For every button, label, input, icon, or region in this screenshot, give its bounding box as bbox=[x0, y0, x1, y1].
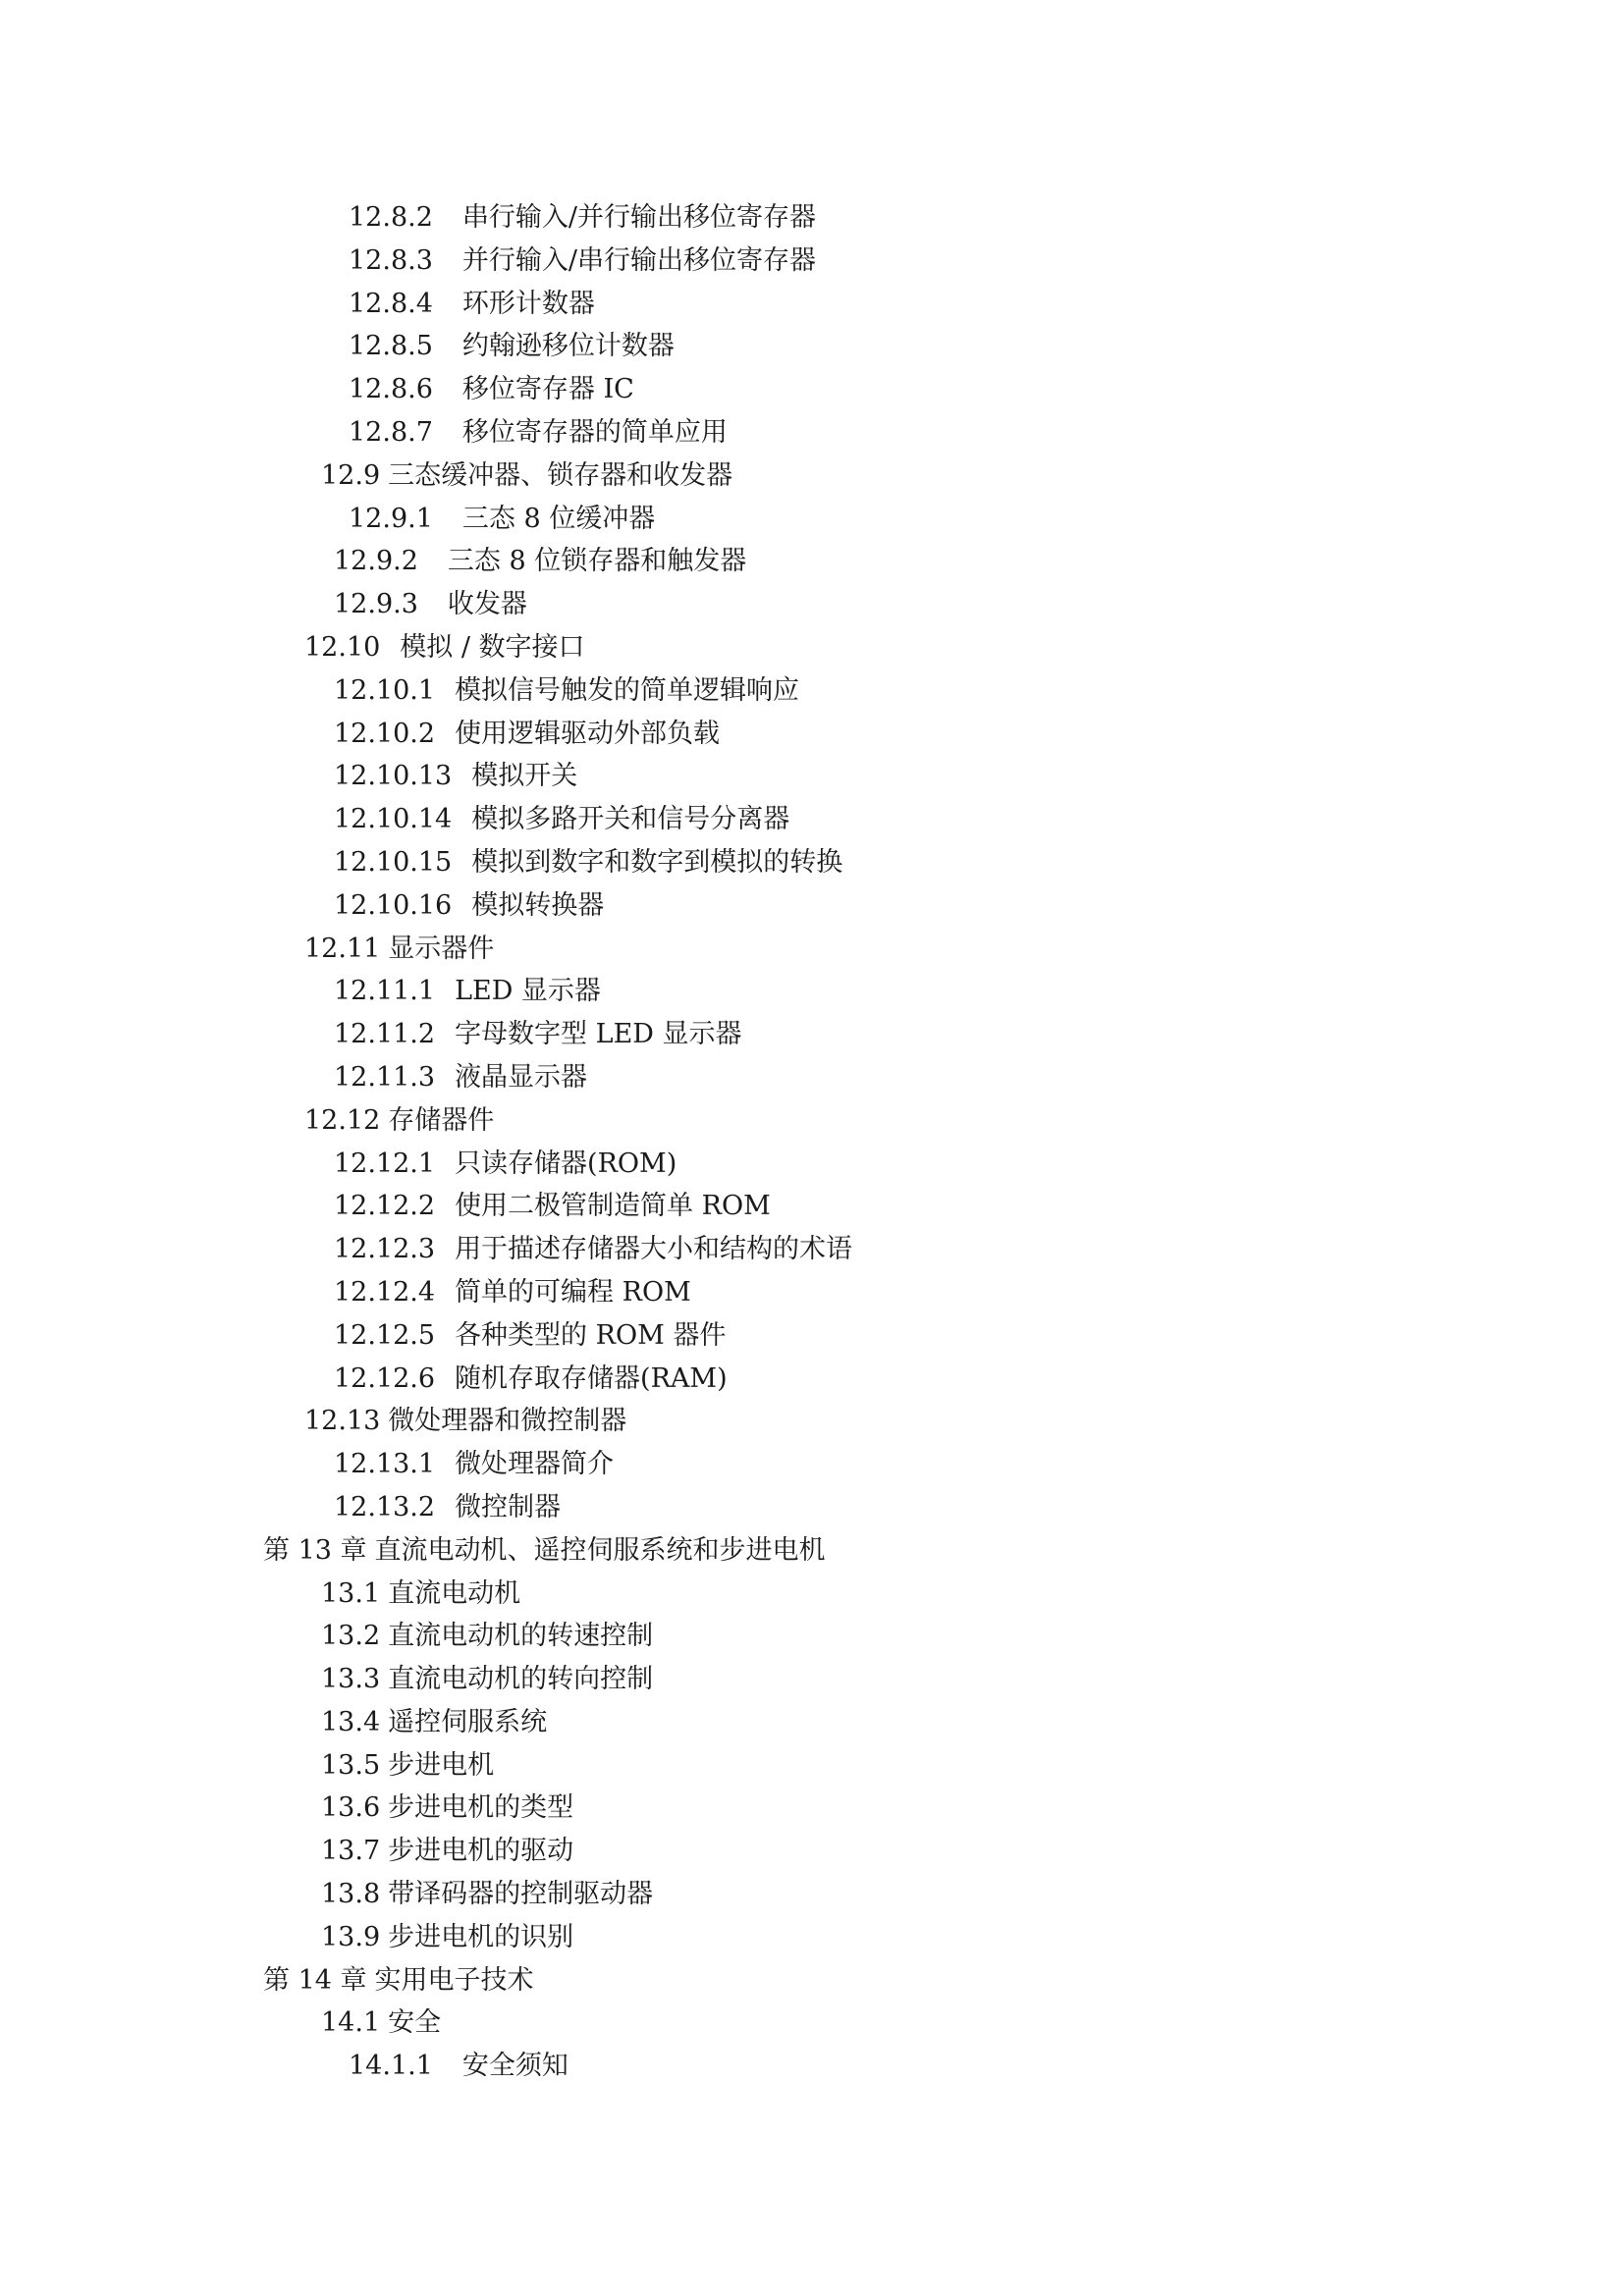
toc-entry bbox=[0, 1056, 1624, 1099]
toc-entry-number: 12.12 bbox=[304, 1104, 381, 1136]
toc-entry-title: LED 显示器 bbox=[455, 976, 601, 1007]
toc-entry-title: 带译码器的控制驱动器 bbox=[388, 1879, 654, 1910]
toc-entry-number: 12.9.2 bbox=[334, 546, 418, 577]
toc-entry-number: 13.4 bbox=[321, 1706, 381, 1737]
toc-entry-title: 显示器件 bbox=[388, 933, 495, 964]
toc-entry-number: 12.8.3 bbox=[349, 244, 433, 276]
toc-entry-title: 各种类型的 ROM 器件 bbox=[455, 1319, 727, 1351]
toc-entry bbox=[0, 1143, 1624, 1186]
toc-entry bbox=[0, 540, 1624, 583]
toc-entry-title: 三态 8 位缓冲器 bbox=[461, 503, 656, 534]
toc-entry-title: 模拟多路开关和信号分离器 bbox=[471, 804, 790, 835]
toc-entry-number: 12.10.1 bbox=[334, 674, 436, 706]
toc-entry bbox=[0, 240, 1624, 283]
toc-entry-title: 存储器件 bbox=[388, 1104, 495, 1136]
toc-entry-title: 直流电动机的转向控制 bbox=[388, 1664, 654, 1695]
toc-entry bbox=[0, 1314, 1624, 1358]
toc-entry-number: 12.12.2 bbox=[334, 1191, 436, 1222]
toc-entry-title: 环形计数器 bbox=[461, 288, 595, 319]
toc-entry-number: 12.12.3 bbox=[334, 1234, 436, 1265]
toc-entry-number: 13.2 bbox=[321, 1621, 381, 1652]
toc-entry-number: 14.1.1 bbox=[349, 2051, 433, 2082]
toc-entry-title: 安全须知 bbox=[461, 2051, 568, 2082]
toc-entry-number: 12.9.1 bbox=[349, 503, 433, 534]
toc-entry-number: 12.10 bbox=[304, 631, 381, 663]
toc-entry bbox=[0, 2002, 1624, 2045]
toc-entry bbox=[0, 325, 1624, 368]
toc-entry-number: 12.12.1 bbox=[334, 1148, 436, 1179]
toc-entry-number: 12.12.5 bbox=[334, 1319, 436, 1351]
toc-entry bbox=[0, 1185, 1624, 1228]
toc-entry bbox=[0, 1787, 1624, 1830]
toc-entry bbox=[0, 283, 1624, 326]
toc-entry-title: 串行输入/并行输出移位寄存器 bbox=[461, 202, 816, 233]
toc-entry-number: 12.10.14 bbox=[334, 804, 453, 835]
toc-entry-number: 12.13.1 bbox=[334, 1449, 436, 1480]
toc-entry-title: 模拟信号触发的简单逻辑响应 bbox=[455, 674, 800, 706]
toc-entry-title: 步进电机的类型 bbox=[388, 1792, 574, 1824]
toc-entry bbox=[0, 1573, 1624, 1616]
toc-entry-title: 移位寄存器的简单应用 bbox=[461, 416, 728, 448]
toc-entry-title: 模拟到数字和数字到模拟的转换 bbox=[471, 846, 843, 878]
toc-entry bbox=[0, 196, 1624, 240]
toc-entry-title: 安全 bbox=[388, 2007, 442, 2039]
toc-entry-title: 使用二极管制造简单 ROM bbox=[455, 1191, 771, 1222]
toc-entry bbox=[0, 1873, 1624, 1916]
toc-entry bbox=[0, 798, 1624, 841]
toc-entry-number: 12.12.4 bbox=[334, 1276, 436, 1308]
toc-entry-number: 12.11.2 bbox=[334, 1019, 436, 1050]
toc-chapter-title: 实用电子技术 bbox=[374, 1964, 534, 1996]
toc-entry-number: 12.9 bbox=[321, 459, 381, 491]
toc-entry-number: 13.5 bbox=[321, 1749, 381, 1781]
toc-entry bbox=[0, 626, 1624, 669]
toc-entry bbox=[0, 1916, 1624, 1959]
toc-entry-number: 12.8.5 bbox=[349, 331, 433, 362]
toc-entry-number: 12.10.15 bbox=[334, 846, 453, 878]
toc-entry-title: 收发器 bbox=[447, 589, 527, 620]
toc-entry-title: 随机存取存储器(RAM) bbox=[455, 1362, 728, 1394]
toc-entry bbox=[0, 1830, 1624, 1873]
toc-chapter-title: 直流电动机、遥控伺服系统和步进电机 bbox=[374, 1534, 826, 1566]
toc-entry bbox=[0, 928, 1624, 971]
toc-entry-number: 12.10.2 bbox=[334, 718, 436, 749]
toc-entry-title: 遥控伺服系统 bbox=[388, 1706, 548, 1737]
toc-entry bbox=[0, 1443, 1624, 1486]
toc-entry-title: 约翰逊移位计数器 bbox=[461, 331, 675, 362]
toc-entry bbox=[0, 1701, 1624, 1744]
toc-entry-title: 并行输入/串行输出移位寄存器 bbox=[461, 244, 816, 276]
toc-entry-number: 12.8.7 bbox=[349, 416, 433, 448]
toc-entry-title: 步进电机的驱动 bbox=[388, 1836, 574, 1867]
toc-entry-title: 移位寄存器 IC bbox=[461, 374, 634, 405]
toc-entry bbox=[0, 454, 1624, 498]
toc-entry bbox=[0, 884, 1624, 928]
toc-entry-number: 12.11.1 bbox=[334, 976, 436, 1007]
toc-entry-number: 12.8.6 bbox=[349, 374, 433, 405]
toc-entry bbox=[0, 1228, 1624, 1271]
toc-entry bbox=[0, 1271, 1624, 1314]
toc-entry bbox=[0, 1486, 1624, 1529]
toc-entry-number: 13.3 bbox=[321, 1664, 381, 1695]
toc-entry-title: 模拟 / 数字接口 bbox=[400, 631, 585, 663]
toc-entry-number: 12.13 bbox=[304, 1406, 381, 1437]
toc-entry-number: 12.12.6 bbox=[334, 1362, 436, 1394]
toc-entry bbox=[0, 841, 1624, 884]
toc-entry bbox=[0, 755, 1624, 798]
toc-entry-number: 13.7 bbox=[321, 1836, 381, 1867]
toc-chapter-number: 第 13 章 bbox=[263, 1534, 367, 1566]
toc-entry-number: 12.10.16 bbox=[334, 889, 453, 921]
toc-entry-title: 步进电机 bbox=[388, 1749, 495, 1781]
toc-entry-number: 13.1 bbox=[321, 1577, 381, 1609]
toc-entry-title: 三态 8 位锁存器和触发器 bbox=[447, 546, 747, 577]
toc-entry-number: 12.11.3 bbox=[334, 1061, 436, 1093]
toc-entry-title: 液晶显示器 bbox=[455, 1061, 588, 1093]
toc-chapter-number: 第 14 章 bbox=[263, 1964, 367, 1996]
toc-entry-title: 简单的可编程 ROM bbox=[455, 1276, 691, 1308]
toc-entry bbox=[0, 713, 1624, 756]
toc-chapter bbox=[0, 1529, 1624, 1573]
toc-entry bbox=[0, 1099, 1624, 1143]
toc-entry bbox=[0, 411, 1624, 454]
toc-chapter bbox=[0, 1959, 1624, 2002]
toc-entry bbox=[0, 669, 1624, 713]
toc-entry-title: 微处理器简介 bbox=[455, 1449, 615, 1480]
toc-entry-title: 只读存储器(ROM) bbox=[455, 1148, 677, 1179]
toc-entry-number: 13.8 bbox=[321, 1879, 381, 1910]
toc-entry bbox=[0, 1358, 1624, 1401]
toc-entry-title: 模拟开关 bbox=[471, 761, 578, 792]
toc-entry-title: 用于描述存储器大小和结构的术语 bbox=[455, 1234, 853, 1265]
toc-entry-number: 12.8.4 bbox=[349, 288, 433, 319]
toc-entry-title: 字母数字型 LED 显示器 bbox=[455, 1019, 742, 1050]
toc-entry bbox=[0, 2045, 1624, 2088]
toc-entry bbox=[0, 1744, 1624, 1788]
toc-entry-number: 13.9 bbox=[321, 1921, 381, 1952]
toc-entry bbox=[0, 368, 1624, 411]
toc-entry bbox=[0, 583, 1624, 626]
toc-entry-number: 14.1 bbox=[321, 2007, 381, 2039]
toc-entry-number: 12.10.13 bbox=[334, 761, 453, 792]
toc-entry-title: 使用逻辑驱动外部负载 bbox=[455, 718, 721, 749]
toc-entry-title: 步进电机的识别 bbox=[388, 1921, 574, 1952]
toc-entry bbox=[0, 970, 1624, 1013]
toc-entry-number: 12.13.2 bbox=[334, 1491, 436, 1522]
toc-entry-title: 模拟转换器 bbox=[471, 889, 605, 921]
toc-entry bbox=[0, 498, 1624, 541]
toc-entry-number: 12.11 bbox=[304, 933, 381, 964]
toc-entry-number: 12.9.3 bbox=[334, 589, 418, 620]
toc-entry-title: 直流电动机的转速控制 bbox=[388, 1621, 654, 1652]
toc-entry bbox=[0, 1013, 1624, 1056]
toc-entry-title: 微处理器和微控制器 bbox=[388, 1406, 627, 1437]
toc-entry bbox=[0, 1400, 1624, 1443]
toc-entry-number: 13.6 bbox=[321, 1792, 381, 1824]
toc-entry-title: 三态缓冲器、锁存器和收发器 bbox=[388, 459, 733, 491]
toc-entry bbox=[0, 1615, 1624, 1658]
toc-entry-title: 微控制器 bbox=[455, 1491, 562, 1522]
table-of-contents bbox=[0, 196, 1624, 2088]
toc-entry-number: 12.8.2 bbox=[349, 202, 433, 233]
toc-entry bbox=[0, 1658, 1624, 1701]
toc-entry-title: 直流电动机 bbox=[388, 1577, 521, 1609]
